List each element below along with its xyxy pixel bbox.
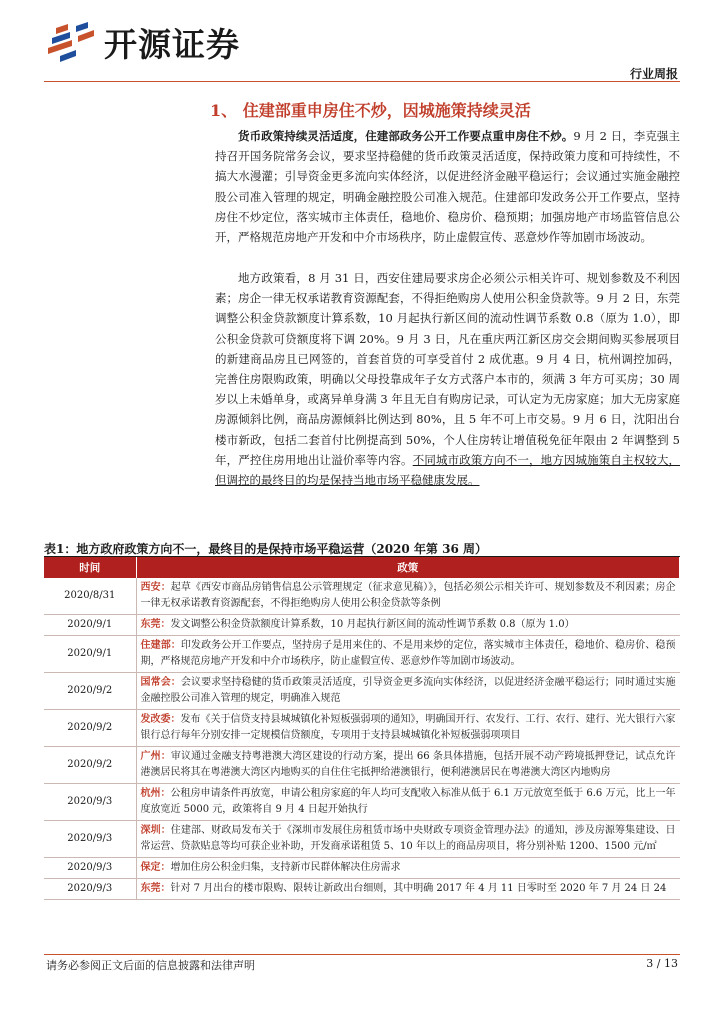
row-date: 2020/9/2 bbox=[44, 710, 136, 747]
paragraph-lead: 货币政策持续灵活适度，住建部政务公开工作要点重申房住不炒。 bbox=[238, 129, 574, 143]
row-policy bbox=[136, 784, 680, 821]
row-date: 2020/9/1 bbox=[44, 636, 136, 673]
row-city: 发改委： bbox=[140, 714, 181, 725]
row-text: 住建部、财政局发布关于《深圳市发展住房租赁市场中央财政专项资金管理办法》的通知，涉及房源筹集建设、日常运营、贷款贴息等均可获企业补助，开发商承诺租赁 5、10 年以上的商品房项目，将分别补贴 1200、1500 元/㎡ bbox=[140, 825, 676, 852]
page-number: 3 / 13 bbox=[646, 957, 678, 970]
row-date: 2020/9/3 bbox=[44, 879, 136, 900]
row-policy bbox=[136, 615, 680, 636]
table-row bbox=[44, 784, 680, 821]
brand-name: 开源证券 bbox=[104, 24, 240, 64]
row-text: 针对 7 月出台的楼市限购、限转让新政出台细则，其中明确 2017 年 4 月 11 日零时至 2020 年 7 月 24 日 24 bbox=[170, 883, 667, 894]
row-text: 发文调整公积金贷款额度计算系数，10 月起执行新区间的流动性调节系数 0.8（原为 1.0） bbox=[170, 619, 575, 630]
paragraph-monetary-policy bbox=[215, 126, 680, 247]
row-policy bbox=[136, 673, 680, 710]
row-date: 2020/9/3 bbox=[44, 858, 136, 879]
row-policy bbox=[136, 879, 680, 900]
table-row bbox=[44, 858, 680, 879]
row-city: 住建部： bbox=[140, 640, 181, 651]
header-policy: 政策 bbox=[136, 557, 680, 578]
table-caption: 表1：地方政府政策方向不一，最终目的是保持市场平稳运营（2020 年第 36 周） bbox=[44, 542, 487, 556]
table-row bbox=[44, 821, 680, 858]
row-policy bbox=[136, 710, 680, 747]
row-policy bbox=[136, 747, 680, 784]
header-divider bbox=[44, 81, 680, 82]
row-city: 保定： bbox=[140, 862, 171, 873]
paragraph-local-policy bbox=[215, 268, 680, 490]
table-row bbox=[44, 879, 680, 900]
row-city: 杭州： bbox=[140, 788, 171, 799]
row-city: 广州： bbox=[140, 751, 171, 762]
row-date: 2020/9/1 bbox=[44, 615, 136, 636]
paragraph-text: 9 月 2 日，李克强主持召开国务院常务会议，要求坚持稳健的货币政策灵活适度，保持政策力度和可持续性，不搞大水漫灌；引导资金更多流向实体经济，以促进经济金融平稳运行；会议通过实施金融控股公司准入管理的规定，明确金融控股公司准入规范。住建部印发政务公开工作要点，坚持房住不炒定位，落实城市主体责任，稳地价、稳房价、稳预期；加强房地产市场监管信息公开，严格规范房地产开发和中介市场秩序，防止虚假宣传、恶意炒作等加剧市场波动。 bbox=[215, 129, 680, 245]
header-date: 时间 bbox=[44, 557, 136, 578]
row-date: 2020/8/31 bbox=[44, 578, 136, 615]
table-row bbox=[44, 578, 680, 615]
paragraph-conclusion: 不同城市政策方向不一，地方因城施策自主权较大，但调控的最终目的均是保持当地市场平稳健康发展。 bbox=[215, 452, 681, 488]
table-row bbox=[44, 710, 680, 747]
row-text: 印发政务公开工作要点，坚持房子是用来住的、不是用来炒的定位，落实城市主体责任，稳地价、稳房价、稳预期，严格规范房地产开发和中介市场秩序，防止虚假宣传、恶意炒作等加剧市场波动。 bbox=[140, 640, 676, 667]
row-date: 2020/9/2 bbox=[44, 747, 136, 784]
kaiyuan-logo-icon bbox=[46, 20, 98, 64]
row-text: 发布《关于信贷支持县城城镇化补短板强弱项的通知》，明确国开行、农发行、工行、农行、建行、光大银行六家银行总行每年分别安排一定规模信贷额度，专项用于支持县城城镇化补短板强弱项项目 bbox=[140, 714, 676, 741]
footer-divider bbox=[44, 954, 680, 955]
table-row bbox=[44, 747, 680, 784]
brand-logo bbox=[46, 20, 240, 64]
row-text: 公租房申请条件再放宽，申请公租房家庭的年人均可支配收入标准从低于 6.1 万元放宽至低于 6.6 万元，比上一年度放宽近 5000 元，政策将自 9 月 4 日起开始执行 bbox=[140, 788, 676, 815]
table-header-row bbox=[44, 557, 680, 578]
row-city: 东莞： bbox=[140, 619, 171, 630]
row-city: 西安： bbox=[140, 582, 171, 593]
row-text: 增加住房公积金归集，支持新市民群体解决住房需求 bbox=[170, 862, 401, 873]
table-row bbox=[44, 673, 680, 710]
policy-table bbox=[44, 557, 680, 900]
row-date: 2020/9/3 bbox=[44, 821, 136, 858]
row-policy bbox=[136, 858, 680, 879]
row-text: 起草《西安市商品房销售信息公示管理规定（征求意见稿）》，包括必须公示相关许可、规划参数及不利因素；房企一律无权承诺教育资源配套，不得拒绝购房人使用公积金贷款等条例 bbox=[140, 582, 676, 609]
row-city: 国常会： bbox=[140, 677, 181, 688]
row-date: 2020/9/3 bbox=[44, 784, 136, 821]
row-city: 东莞： bbox=[140, 883, 171, 894]
table-row bbox=[44, 615, 680, 636]
row-policy bbox=[136, 636, 680, 673]
row-policy bbox=[136, 578, 680, 615]
row-date: 2020/9/2 bbox=[44, 673, 136, 710]
row-policy bbox=[136, 821, 680, 858]
footer-disclaimer: 请务必参阅正文后面的信息披露和法律声明 bbox=[46, 959, 255, 972]
report-type-label: 行业周报 bbox=[629, 67, 678, 81]
row-text: 审议通过金融支持粤港澳大湾区建设的行动方案，提出 66 条具体措施，包括开展不动产跨境抵押登记，试点允许港澳居民将其在粤港澳大湾区内地购买的自住住宅抵押给港澳银行，便利港澳居民在粤港澳大湾区内地购房 bbox=[140, 751, 676, 778]
section-title: 1、 住建部重申房住不炒，因城施策持续灵活 bbox=[210, 101, 531, 120]
row-text: 会议要求坚持稳健的货币政策灵活适度，引导资金更多流向实体经济，以促进经济金融平稳运行；同时通过实施金融控股公司准入管理的规定，明确准入规范 bbox=[140, 677, 676, 704]
row-city: 深圳： bbox=[140, 825, 171, 836]
paragraph-text: 地方政策看，8 月 31 日，西安住建局要求房企必须公示相关许可、规划参数及不利因素；房企一律无权承诺教育资源配套，不得拒绝购房人使用公积金贷款等。9 月 2 日，东莞调整公积金贷款额度计算系数，10 月起执行新区间的流动性调节系数 0.8（原为 1.0），即公积金贷款可贷额度将下调 20%。9 月 3 日，凡在重庆两江新区房交会期间购买参展项目的新建商品房且已网签的，首套首贷的可享受首付 2 成优惠。9 月 4 日，杭州调控加码，完善住房限购政策，明确以父母投靠成年子女方式落户本市的，须满 3 年方可买房；30 周岁以上未婚单身，或离异单身满 3 年且无自有购房记录，可认定为无房家庭；加大无房家庭房源倾斜比例，商品房源倾斜比例达到 80%，且 5 年不可上市交易。9 月 6 日，沈阳出台楼市新政，包括二套首付比例提高到 50%，个人住房转让增值税免征年限由 2 年调整到 5 年，严控住房用地出让溢价率等内容。 bbox=[215, 271, 680, 467]
table-row bbox=[44, 636, 680, 673]
